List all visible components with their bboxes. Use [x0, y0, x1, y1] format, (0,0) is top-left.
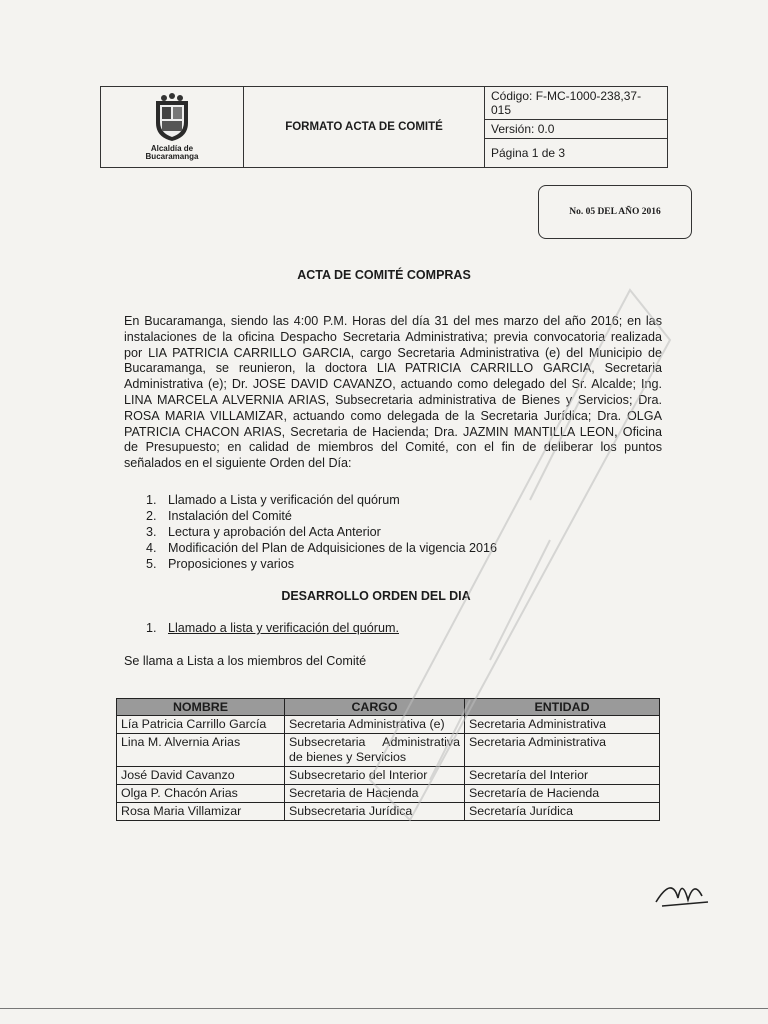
coat-of-arms-icon: [150, 93, 194, 143]
table-cell: Secretaria Administrativa: [465, 734, 660, 767]
table-cell: Lina M. Alvernia Arias: [117, 734, 285, 767]
signature-icon: [652, 872, 712, 912]
table-row: [117, 734, 660, 767]
list-item: 4. Modificación del Plan de Adquisiciones de la vigencia 2016: [146, 541, 498, 555]
logo-text: Alcaldía de Bucaramanga: [145, 144, 199, 161]
table-cell: Subsecretaria Administrativa de bienes y Servicios: [285, 734, 465, 767]
table-row: [117, 803, 660, 821]
logo-cell: [101, 87, 244, 167]
list-item: 5. Proposiciones y varios: [146, 557, 294, 571]
list-item: 3. Lectura y aprobación del Acta Anterior: [146, 525, 381, 539]
table-cell: Subsecretaria Jurídica: [285, 803, 465, 821]
table-row: [117, 785, 660, 803]
form-page: Página 1 de 3: [491, 146, 566, 160]
agenda-item-heading: 1. Llamado a lista y verificación del quórum.: [146, 621, 399, 635]
column-header: ENTIDAD: [465, 699, 660, 716]
page-bottom-rule: [0, 1008, 768, 1009]
agenda-list: [146, 492, 497, 572]
list-item: 2. Instalación del Comité: [146, 509, 292, 523]
table-cell: Secretaría del Interior: [465, 767, 660, 785]
act-number-box: No. 05 DEL AÑO 2016: [538, 185, 692, 239]
table-cell: Rosa Maria Villamizar: [117, 803, 285, 821]
section-title: DESARROLLO ORDEN DEL DIA: [281, 589, 471, 603]
column-header: NOMBRE: [117, 699, 285, 716]
table-cell: Olga P. Chacón Arias: [117, 785, 285, 803]
table-cell: Secretaria de Hacienda: [285, 785, 465, 803]
form-meta: [485, 87, 667, 167]
roll-call-text: Se llama a Lista a los miembros del Comité: [124, 654, 367, 668]
form-version: Versión: 0.0: [485, 120, 667, 139]
table-cell: Secretaría de Hacienda: [465, 785, 660, 803]
table-cell: Lía Patricia Carrillo García: [117, 716, 285, 734]
list-item: 1. Llamado a Lista y verificación del quórum: [146, 493, 400, 507]
table-body: [117, 716, 660, 821]
table-cell: Subsecretario del Interior: [285, 767, 465, 785]
document-header: [100, 86, 668, 168]
column-header: CARGO: [285, 699, 465, 716]
table-row: [117, 716, 660, 734]
table-cell: Secretaria Administrativa: [465, 716, 660, 734]
table-row: [117, 767, 660, 785]
table-cell: Secretaría Jurídica: [465, 803, 660, 821]
form-code: Código: F-MC-1000-238,37-015: [485, 87, 667, 120]
members-table: [116, 698, 660, 821]
document-title: ACTA DE COMITÉ COMPRAS: [297, 268, 471, 282]
table-cell: Secretaria Administrativa (e): [285, 716, 465, 734]
intro-paragraph: En Bucaramanga, siendo las 4:00 P.M. Horas del día 31 del mes marzo del año 2016; en las instalaciones de la oficina Despacho Secretaria Administrativa; previa convocatoria realizada por LIA PATRICIA CARRILLO GARCIA, cargo Secretaria Administrativa (e) del Municipio de Bucaramanga, se reunieron, la doctora LIA PATRICIA CARRILLO GARCIA, Secretaria Administrativa (e); Dr. JOSE DAVID CAVANZO, actuando como delegado del Sr. Alcalde; Ing. LINA MARCELA ALVERNIA ARIAS, Subsecretaria administrativa de Bienes y Servicios; Dra. ROSA MARIA VILLAMIZAR, actuando como delegada de la Secretaria Jurídica; Dra. OLGA PATRICIA CHACON ARIAS, Secretaria de Hacienda; Dra. JAZMIN MANTILLA LEON, Oficina de Presupuesto; en calidad de miembros del Comité, con el fin de deliberar los puntos señalados en el siguiente Orden del Día:: [124, 314, 662, 471]
table-cell: José David Cavanzo: [117, 767, 285, 785]
form-title: FORMATO ACTA DE COMITÉ: [244, 87, 485, 167]
table-header-row: [117, 699, 660, 716]
